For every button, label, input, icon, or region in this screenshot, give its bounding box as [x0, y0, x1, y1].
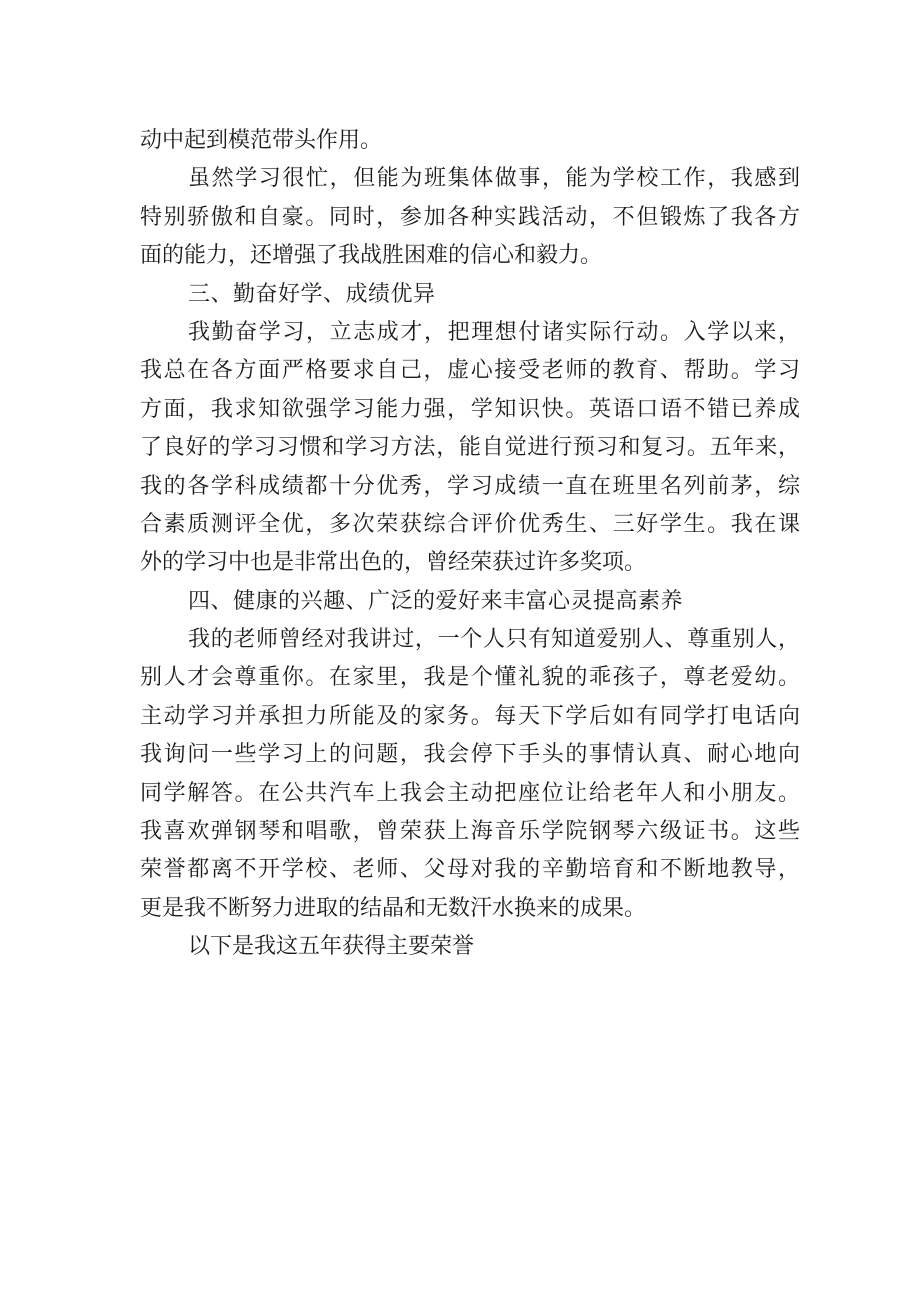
paragraph-line: 合素质测评全优，多次荣获综合评价优秀生、三好学生。我在课: [140, 511, 800, 537]
paragraph-line: 动中起到模范带头作用。: [140, 128, 383, 153]
paragraph-line: 虽然学习很忙，但能为班集体做事，能为学校工作，我感到: [188, 166, 800, 192]
paragraph-line: 外的学习中也是非常出色的，曾经荣获过许多奖项。: [140, 550, 647, 576]
paragraph-line: 我询问一些学习上的问题，我会停下手头的事情认真、耐心地向: [140, 742, 800, 768]
paragraph-line: 我总在各方面严格要求自己，虚心接受老师的教育、帮助。学习: [140, 358, 800, 384]
paragraph-line: 以下是我这五年获得主要荣誉: [188, 934, 475, 960]
document-body: [140, 122, 800, 967]
section-heading-4: 四、健康的兴趣、广泛的爱好来丰富心灵提高素养: [188, 588, 684, 614]
section-heading-3: 三、勤奋好学、成绩优异: [188, 281, 436, 307]
paragraph-line: 荣誉都离不开学校、老师、父母对我的辛勤培育和不断地教导，: [140, 857, 800, 883]
paragraph-line: 面的能力，还增强了我战胜困难的信心和毅力。: [140, 243, 603, 269]
paragraph-line: 方面，我求知欲强学习能力强，学知识快。英语口语不错已养成: [140, 396, 800, 422]
paragraph-line: 同学解答。在公共汽车上我会主动把座位让给老年人和小朋友。: [140, 780, 800, 806]
paragraph-line: 了良好的学习习惯和学习方法，能自觉进行预习和复习。五年来，: [140, 435, 800, 461]
paragraph-line: 我勤奋学习，立志成才，把理想付诸实际行动。入学以来，: [188, 319, 800, 345]
paragraph-line: 特别骄傲和自豪。同时，参加各种实践活动，不但锻炼了我各方: [140, 204, 800, 230]
paragraph-line: 更是我不断努力进取的结晶和无数汗水换来的成果。: [140, 895, 647, 921]
paragraph-line: 主动学习并承担力所能及的家务。每天下学后如有同学打电话向: [140, 703, 800, 729]
paragraph-line: 别人才会尊重你。在家里，我是个懂礼貌的乖孩子，尊老爱幼。: [140, 665, 800, 691]
paragraph-line: 我喜欢弹钢琴和唱歌，曾荣获上海音乐学院钢琴六级证书。这些: [140, 819, 800, 845]
paragraph-line: 我的各学科成绩都十分优秀，学习成绩一直在班里名列前茅，综: [140, 473, 800, 499]
paragraph-line: 我的老师曾经对我讲过，一个人只有知道爱别人、尊重别人，: [188, 627, 800, 653]
